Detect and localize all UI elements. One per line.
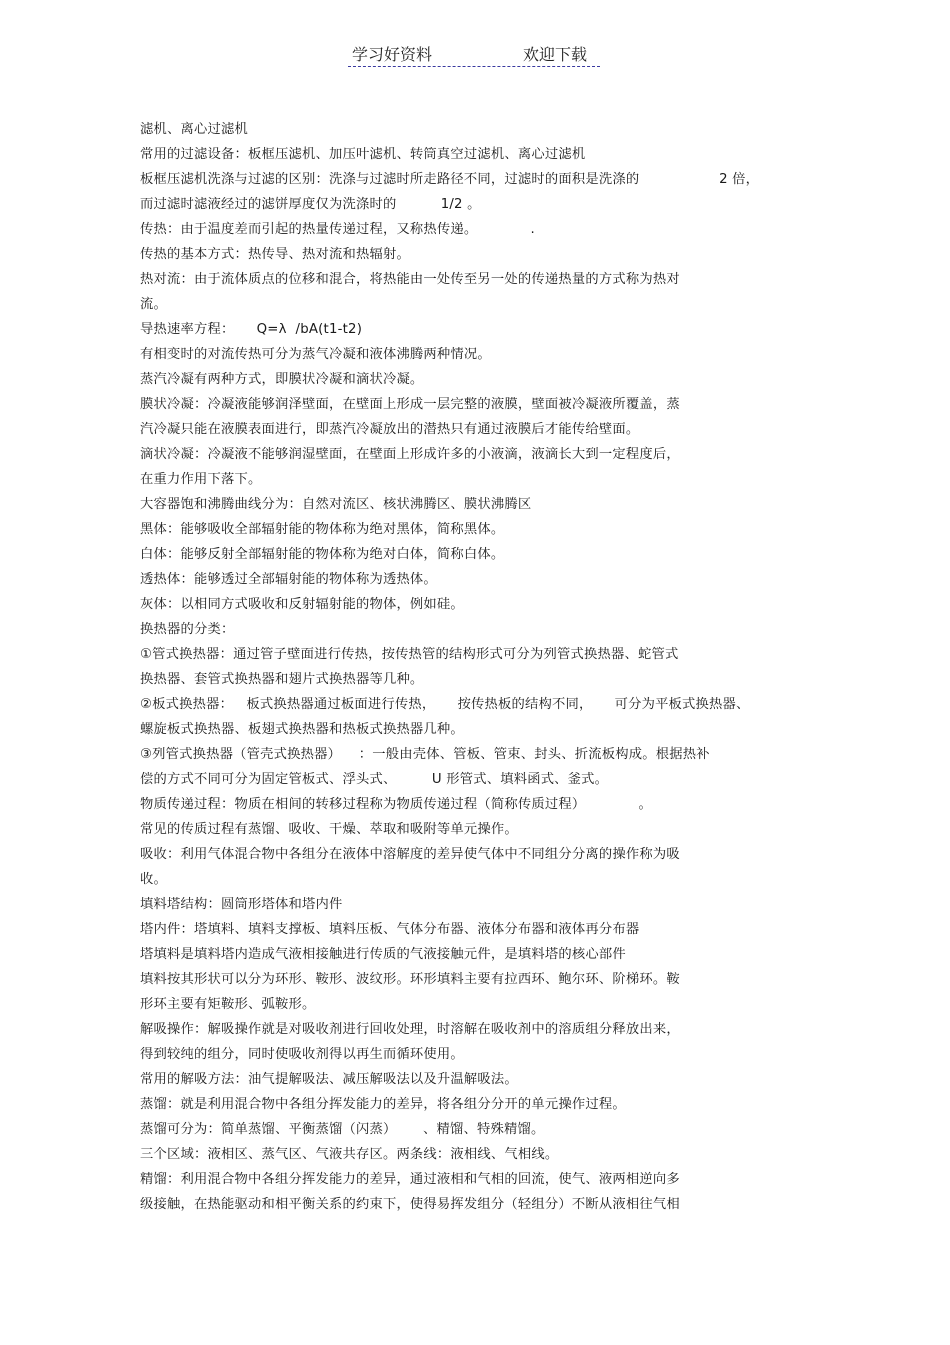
text-line: 滴状冷凝：冷凝液不能够润湿壁面，在壁面上形成许多的小液滴，液滴长大到一定程度后，: [140, 447, 680, 462]
text-line: 膜状冷凝：冷凝液能够润泽壁面，在壁面上形成一层完整的液膜，壁面被冷凝液所覆盖，蒸: [140, 397, 680, 412]
text-line: 填料按其形状可以分为环形、鞍形、波纹形。环形填料主要有拉西环、鲍尔环、阶梯环。鞍: [140, 972, 680, 987]
text-line: 汽冷凝只能在液膜表面进行，即蒸汽冷凝放出的潜热只有通过液膜后才能传给壁面。: [140, 422, 640, 437]
text-line: 级接触，在热能驱动和相平衡关系的约束下，使得易挥发组分（轻组分）不断从液相往气相: [140, 1197, 680, 1212]
text-line: 塔填料是填料塔内造成气液相接触进行传质的气液接触元件，是填料塔的核心部件: [140, 947, 626, 962]
text-line: 解吸操作：解吸操作就是对吸收剂进行回收处理，时溶解在吸收剂中的溶质组分释放出来，: [140, 1022, 680, 1037]
text-line: 物质传递过程：物质在相间的转移过程称为物质传递过程（简称传质过程） 。: [140, 797, 653, 812]
page-header: [348, 40, 600, 67]
text-line: 换热器的分类：: [140, 622, 235, 637]
text-line: 传热：由于温度差而引起的热量传递过程，又称热传递。 .: [140, 222, 535, 237]
text-line: ①管式换热器：通过管子壁面进行传热，按传热管的结构形式可分为列管式换热器、蛇管式: [140, 647, 679, 662]
header-right-text: 欢迎下载: [523, 45, 588, 64]
text-line: 流。: [140, 297, 167, 312]
text-line: 白体：能够反射全部辐射能的物体称为绝对白体，简称白体。: [140, 547, 505, 562]
text-line: 蒸馏可分为：简单蒸馏、平衡蒸馏（闪蒸） 、精馏、特殊精馏。: [140, 1122, 545, 1137]
text-line: 导热速率方程： Q=λ /bA(t1-t2): [140, 322, 363, 337]
document-body: [140, 117, 820, 1217]
text-line: 黑体：能够吸收全部辐射能的物体称为绝对黑体，简称黑体。: [140, 522, 505, 537]
text-line: 传热的基本方式：热传导、热对流和热辐射。: [140, 247, 410, 262]
text-line: ②板式换热器： 板式换热器通过板面进行传热， 按传热板的结构不同， 可分为平板式换热器、: [140, 697, 750, 712]
text-line: 透热体：能够透过全部辐射能的物体称为透热体。: [140, 572, 437, 587]
text-line: 换热器、套管式换热器和翅片式换热器等几种。: [140, 672, 424, 687]
text-line: 常用的过滤设备：板框压滤机、加压叶滤机、转筒真空过滤机、离心过滤机: [140, 147, 586, 162]
text-line: 精馏：利用混合物中各组分挥发能力的差异，通过液相和气相的回流，使气、液两相逆向多: [140, 1172, 680, 1187]
text-line: 得到较纯的组分，同时使吸收剂得以再生而循环使用。: [140, 1047, 464, 1062]
text-line: 热对流：由于流体质点的位移和混合，将热能由一处传至另一处的传递热量的方式称为热对: [140, 272, 680, 287]
text-line: 常用的解吸方法：油气提解吸法、减压解吸法以及升温解吸法。: [140, 1072, 518, 1087]
text-line: 形环主要有矩鞍形、弧鞍形。: [140, 997, 316, 1012]
text-line: 塔内件：塔填料、填料支撑板、填料压板、气体分布器、液体分布器和液体再分布器: [140, 922, 640, 937]
text-line: 收。: [140, 872, 167, 887]
text-line: 灰体：以相同方式吸收和反射辐射能的物体，例如硅。: [140, 597, 464, 612]
header-left-text: 学习好资料: [352, 45, 433, 64]
text-line: 偿的方式不同可分为固定管板式、浮头式、 U 形管式、填料函式、釜式。: [140, 772, 609, 787]
text-line: 在重力作用下落下。: [140, 472, 262, 487]
text-line: 滤机、离心过滤机: [140, 122, 248, 137]
text-line: 蒸汽冷凝有两种方式，即膜状冷凝和滴状冷凝。: [140, 372, 424, 387]
text-line: ③列管式换热器（管壳式换热器） ：一般由壳体、管板、管束、封头、折流板构成。根据热补: [140, 747, 710, 762]
text-line: 填料塔结构：圆筒形塔体和塔内件: [140, 897, 343, 912]
text-line: 螺旋板式换热器、板翅式换热器和热板式换热器几种。: [140, 722, 464, 737]
text-line: 板框压滤机洗涤与过滤的区别：洗涤与过滤时所走路径不同，过滤时的面积是洗涤的 2 倍，: [140, 172, 760, 187]
text-line: 常见的传质过程有蒸馏、吸收、干燥、萃取和吸附等单元操作。: [140, 822, 518, 837]
text-line: 大容器饱和沸腾曲线分为：自然对流区、核状沸腾区、膜状沸腾区: [140, 497, 532, 512]
text-line: 三个区域：液相区、蒸气区、气液共存区。两条线：液相线、气相线。: [140, 1147, 559, 1162]
text-line: 吸收：利用气体混合物中各组分在液体中溶解度的差异使气体中不同组分分离的操作称为吸: [140, 847, 680, 862]
text-line: 蒸馏：就是利用混合物中各组分挥发能力的差异，将各组分分开的单元操作过程。: [140, 1097, 626, 1112]
text-line: 有相变时的对流传热可分为蒸气冷凝和液体沸腾两种情况。: [140, 347, 491, 362]
text-line: 而过滤时滤液经过的滤饼厚度仅为洗涤时的 1/2 。: [140, 197, 481, 212]
